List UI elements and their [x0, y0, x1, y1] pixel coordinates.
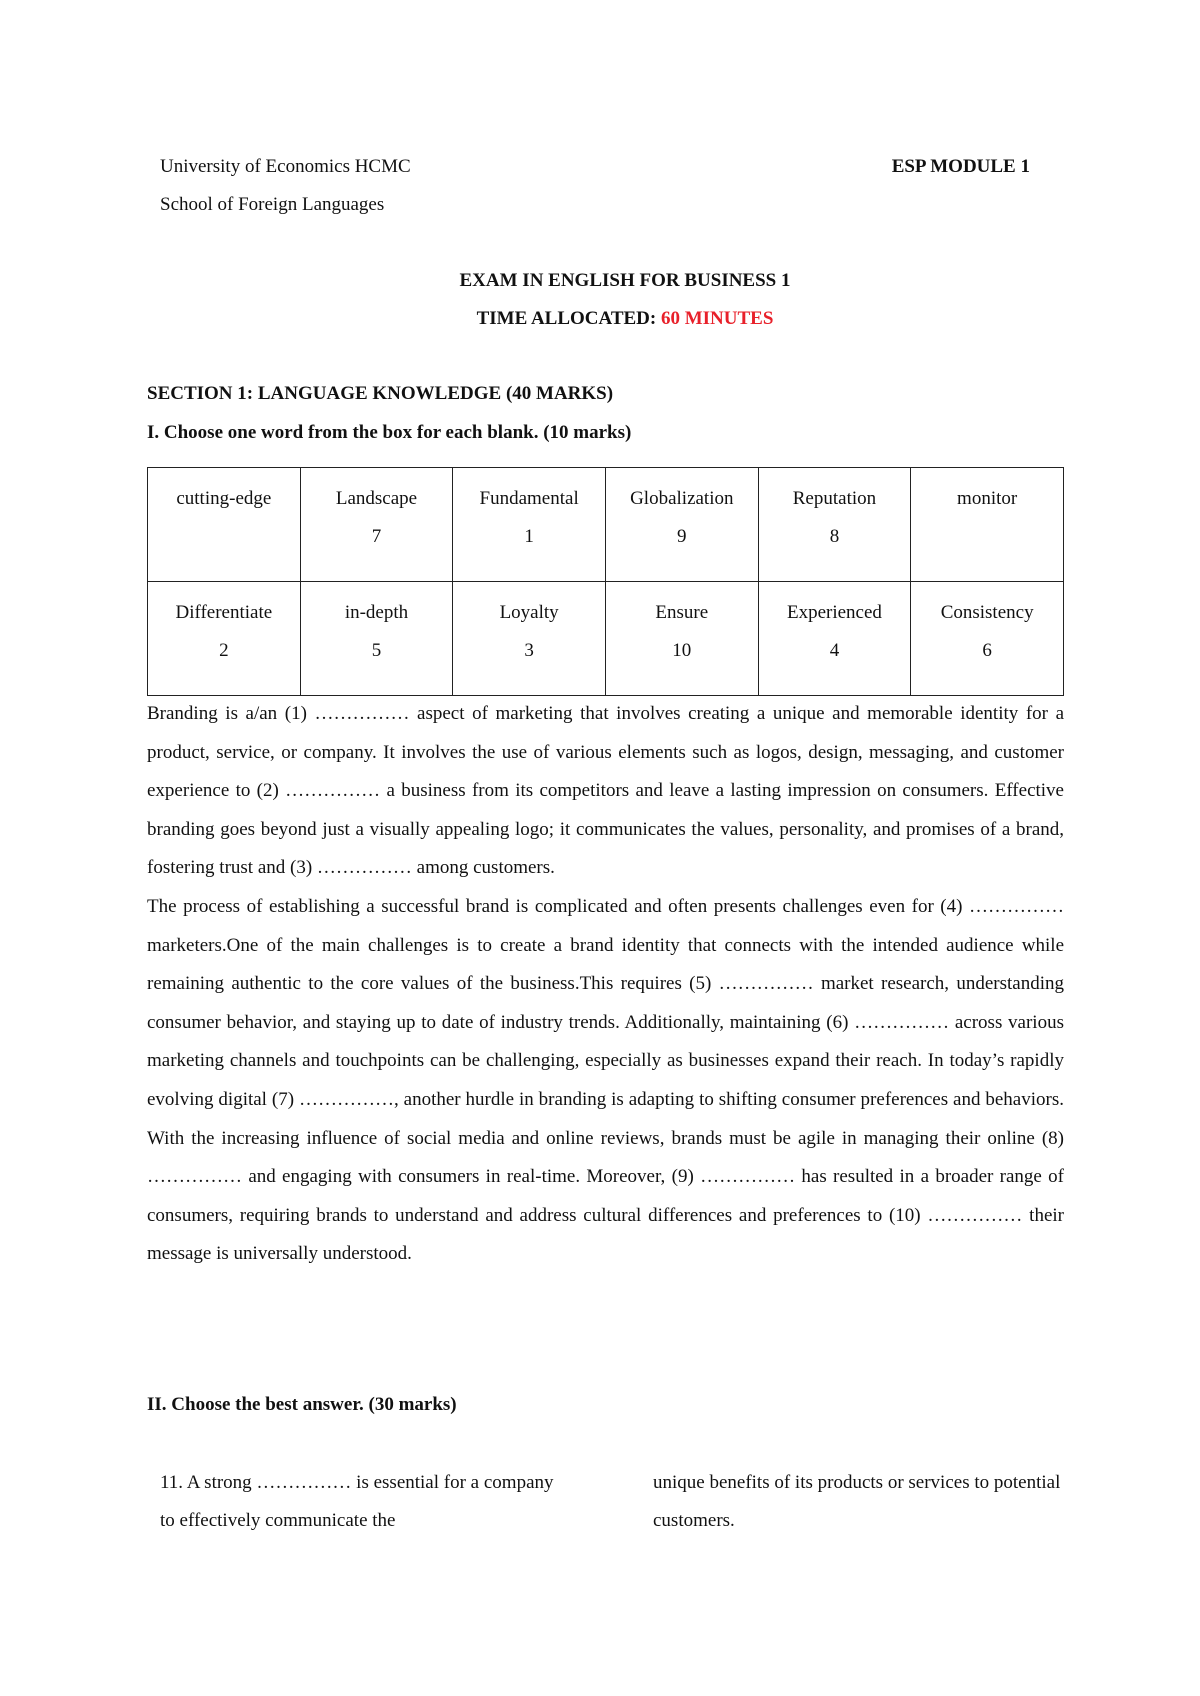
word-box-number: 4 [829, 640, 840, 661]
word-box-number: 2 [219, 640, 229, 661]
word-box-cell [911, 582, 1064, 696]
word-box-cell [605, 582, 758, 696]
passage-paragraph: Branding is a/an (1) …………… aspect of marketing that involves creating a unique and memorable identity for a product, service, or company. It involves the use of various elements such as logos, design, messaging, and customer experience to (2) …………… a business from its competitors and leave a lasting impression on consumers. Effective branding goes beyond just a visually appealing logo; it communicates the values, personality, and promises of a brand, fostering trust and (3) …………… among customers. [147, 703, 1064, 879]
passage [147, 695, 1064, 1274]
word-box-word: Ensure [655, 602, 709, 623]
time-value: 60 MINUTES [660, 308, 774, 329]
word-box-cell [758, 468, 911, 582]
word-box-table [147, 467, 1064, 696]
section-title: SECTION 1: LANGUAGE KNOWLEDGE (40 MARKS) [147, 383, 614, 404]
school-name: School of Foreign Languages [160, 194, 385, 215]
exam-title: EXAM IN ENGLISH FOR BUSINESS 1 [459, 270, 791, 291]
word-box-word: Experienced [786, 602, 882, 623]
word-box-row [148, 468, 1064, 582]
word-box-cell [453, 468, 606, 582]
word-box-number: 9 [677, 526, 687, 547]
word-box-number: 1 [524, 526, 534, 547]
word-box-cell [453, 582, 606, 696]
part1-title: I. Choose one word from the box for each blank. (10 marks) [147, 422, 632, 443]
word-box-word: in-depth [344, 602, 409, 623]
time-allocated [0, 300, 1200, 338]
word-box-word: Landscape [335, 488, 418, 509]
word-box-number: 5 [371, 640, 382, 661]
word-box-word: Reputation [792, 488, 877, 509]
word-box-cell [148, 468, 301, 582]
word-box-number: 6 [982, 640, 992, 661]
word-box-cell [300, 582, 453, 696]
word-box-number: 3 [524, 640, 534, 661]
time-label: TIME ALLOCATED: [476, 308, 661, 329]
word-box-cell [300, 468, 453, 582]
word-box-word: Fundamental [479, 488, 579, 509]
word-box-word: Loyalty [499, 602, 559, 623]
word-box-word: cutting-edge [176, 488, 272, 509]
word-box-cell [758, 582, 911, 696]
module-label: ESP MODULE 1 [891, 156, 1030, 177]
question-11-part-1: 11. A strong …………… is essential for a company to effectively communicate the [160, 1472, 554, 1531]
word-box-number: 7 [371, 526, 382, 547]
question-11-part-2: unique benefits of its products or services to potential customers. [653, 1472, 1061, 1531]
word-box-cell [148, 582, 301, 696]
header-institution [160, 148, 411, 224]
passage-paragraph: The process of establishing a successful brand is complicated and often presents challenges even for (4) …………… marketers.One of the main challenges is to create a brand identity that connects with the intended audience while remaining authentic to the core values of the business.This requires (5) …………… market research, understanding consumer behavior, and staying up to date of industry trends. Additionally, maintaining (6) …………… across various marketing channels and touchpoints can be challenging, especially as businesses expand their reach. In today’s rapidly evolving digital (7) ……………, another hurdle in branding is adapting to shifting consumer preferences and behaviors. With the increasing influence of social media and online reviews, brands must be agile in managing their online (8) …………… and engaging with consumers in real-time. Moreover, (9) …………… has resulted in a broader range of consumers, requiring brands to understand and address cultural differences and preferences to (10) …………… their message is universally understood. [147, 895, 1064, 1265]
word-box-cell [605, 468, 758, 582]
word-box-row [148, 582, 1064, 696]
part2-title: II. Choose the best answer. (30 marks) [147, 1394, 457, 1415]
word-box-cell [911, 468, 1064, 582]
university-name: University of Economics HCMC [160, 156, 411, 177]
word-box-word: Differentiate [175, 602, 273, 623]
word-box-word: Globalization [630, 488, 734, 509]
word-box-number: 8 [829, 526, 840, 547]
word-box-word: monitor [957, 488, 1018, 509]
word-box-word: Consistency [940, 602, 1034, 623]
word-box-number: 10 [672, 640, 692, 661]
